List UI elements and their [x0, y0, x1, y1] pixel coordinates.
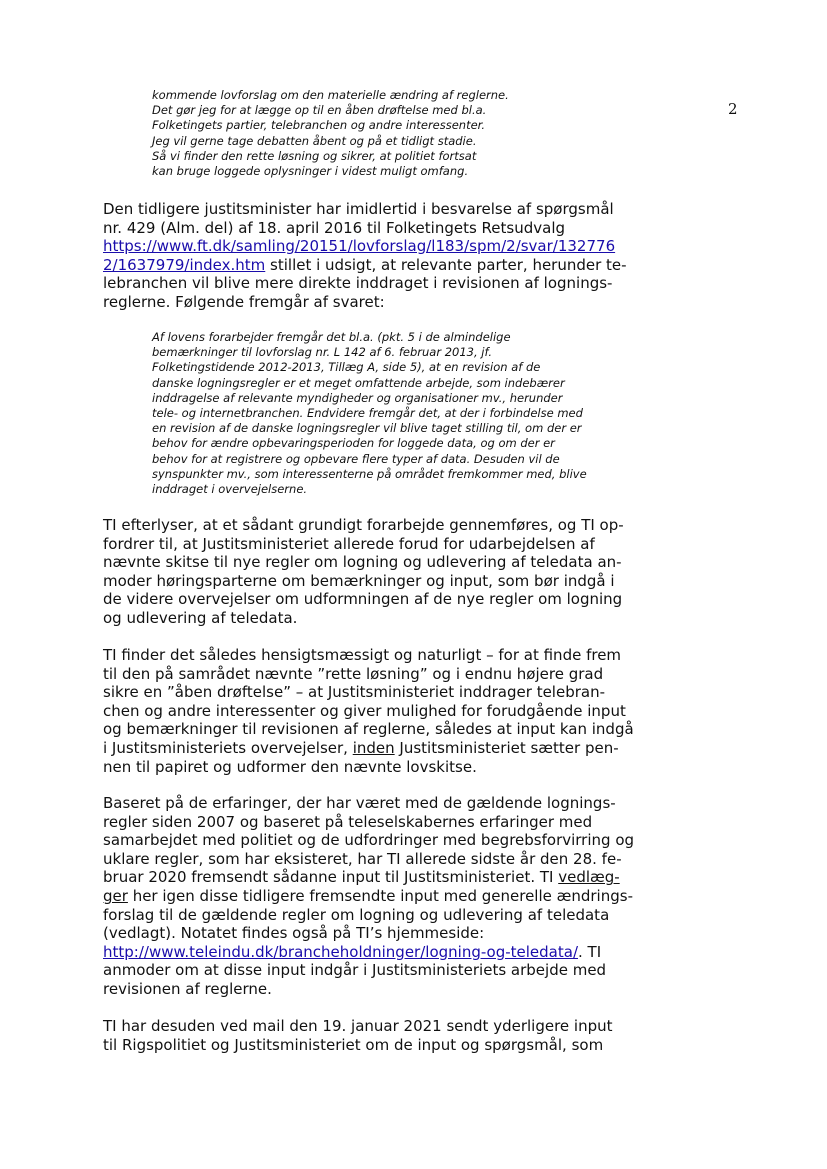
text-line: moder høringsparterne om bemærkninger og input, som bør indgå i: [103, 571, 615, 590]
paragraph-mail: [103, 1017, 663, 1054]
text-line: [103, 943, 663, 962]
text-span: her igen disse tidligere fremsendte input med generelle ændrings-: [127, 886, 633, 905]
quote-line: Det gør jeg for at lægge op til en åben drøftelse med bl.a.: [152, 103, 487, 118]
quote-line: Folketingstidende 2012-2013, Tillæg A, side 5), at en revision af de: [152, 360, 541, 375]
text-line: chen og andre interessenter og giver mulighed for forudgående input: [103, 701, 626, 720]
text-line: [103, 237, 663, 256]
text-line: nen til papiret og udformer den nævnte lovskitse.: [103, 757, 477, 776]
quote-line: Folketingets partier, telebranchen og andre interessenter.: [152, 118, 486, 133]
text-line: og bemærkninger til revisionen af reglerne, således at input kan indgå: [103, 720, 634, 739]
text-line: samarbejdet med politiet og de udfordringer med begrebsforvirring og: [103, 831, 635, 850]
quote-block-answer: [152, 330, 652, 497]
text-line: lebranchen vil blive mere direkte inddraget i revisionen af lognings-: [103, 274, 613, 293]
quote-line: behov for ændre opbevaringsperioden for loggede data, og om der er: [152, 436, 555, 451]
text-line: [103, 868, 663, 887]
text-line: uklare regler, som har eksisteret, har TI allerede sidste år den 28. fe-: [103, 849, 622, 868]
quote-line: behov for at registrere og opbevare flere typer af data. Desuden vil de: [152, 451, 560, 466]
text-line: (vedlagt). Notatet findes også på TI’s hjemmeside:: [103, 924, 485, 943]
text-span: bruar 2020 fremsendt sådanne input til Justitsministeriet. TI: [103, 868, 559, 887]
text-line: til den på samrådet nævnte ”rette løsning” og i endnu højere grad: [103, 664, 604, 683]
quote-line: synspunkter mv., som interessenterne på området fremkommer med, blive: [152, 466, 587, 481]
quote-line: danske logningsregler er et meget omfattende arbejde, som indebærer: [152, 375, 565, 390]
text-line: nr. 429 (Alm. del) af 18. april 2016 til Folketingets Retsudvalg: [103, 218, 566, 237]
text-line: TI efterlyser, at et sådant grundigt forarbejde gennemføres, og TI op-: [103, 516, 624, 534]
text-line: TI har desuden ved mail den 19. januar 2021 sendt yderligere input: [103, 1017, 613, 1035]
ft-dk-link-cont[interactable]: 2/1637979/index.htm: [103, 255, 266, 274]
text-line: Baseret på de erfaringer, der har været med de gældende lognings-: [103, 794, 616, 812]
text-span: stillet i udsigt, at relevante parter, herunder te-: [265, 255, 627, 274]
ft-dk-link[interactable]: https://www.ft.dk/samling/20151/lovforslag/l183/spm/2/svar/132776: [103, 237, 616, 256]
text-line: [103, 887, 663, 906]
text-line: anmoder om at disse input indgår i Justitsministeriets arbejde med: [103, 961, 607, 980]
text-line: fordrer til, at Justitsministeriet allerede forud for udarbejdelsen af: [103, 534, 595, 553]
quote-line: bemærkninger til lovforslag nr. L 142 af 6. februar 2013, jf.: [152, 345, 492, 360]
text-line: [103, 739, 663, 758]
underlined-word: ger: [103, 886, 128, 905]
quote-line: Af lovens forarbejder fremgår det bl.a. (pkt. 5 i de almindelige: [152, 330, 511, 344]
quote-line: kan bruge loggede oplysninger i videst muligt omfang.: [152, 164, 469, 179]
text-line: og udlevering af teledata.: [103, 608, 298, 627]
paragraph-ti-finds: [103, 646, 663, 776]
quote-block-minister: [152, 88, 592, 179]
text-line: revisionen af reglerne.: [103, 979, 272, 998]
quote-line: inddraget i overvejelserne.: [152, 482, 308, 497]
quote-line: tele- og internetbranchen. Endvidere fremgår det, at der i forbindelse med: [152, 406, 583, 421]
quote-line: kommende lovforslag om den materielle ændring af reglerne.: [152, 88, 509, 102]
page-number: 2: [728, 100, 738, 118]
text-line: Den tidligere justitsminister har imidlertid i besvarelse af spørgsmål: [103, 200, 614, 218]
paragraph-previous-minister: [103, 200, 663, 312]
paragraph-experience: [103, 794, 663, 999]
underlined-word: inden: [352, 738, 395, 757]
text-line: de videre overvejelser om udformningen af de nye regler om logning: [103, 590, 623, 609]
text-span: . TI: [578, 942, 602, 961]
quote-line: en revision af de danske logningsregler vil blive taget stilling til, om der er: [152, 421, 582, 436]
text-line: forslag til de gældende regler om logning og udlevering af teledata: [103, 905, 610, 924]
text-line: [103, 256, 663, 275]
text-line: sikre en ”åben drøftelse” – at Justitsministeriet inddrager telebran-: [103, 683, 605, 702]
paragraph-ti-requests: [103, 516, 663, 628]
text-line: reglerne. Følgende fremgår af svaret:: [103, 292, 385, 311]
text-line: nævnte skitse til nye regler om logning og udlevering af teledata an-: [103, 553, 622, 572]
text-line: til Rigspolitiet og Justitsministeriet om de input og spørgsmål, som: [103, 1035, 604, 1054]
text-line: regler siden 2007 og baseret på teleselskabernes erfaringer med: [103, 812, 593, 831]
quote-line: inddragelse af relevante myndigheder og organisationer mv., herunder: [152, 390, 563, 405]
text-span: i Justitsministeriets overvejelser,: [103, 738, 353, 757]
quote-line: Jeg vil gerne tage debatten åbent og på et tidligt stadie.: [152, 133, 477, 148]
text-span: Justitsministeriet sætter pen-: [394, 738, 619, 757]
quote-line: Så vi finder den rette løsning og sikrer, at politiet fortsat: [152, 148, 477, 163]
underlined-word: vedlæg-: [558, 868, 620, 887]
text-line: TI finder det således hensigtsmæssigt og naturligt – for at finde frem: [103, 646, 622, 664]
teleindu-link[interactable]: http://www.teleindu.dk/brancheholdninger/logning-og-teledata/: [103, 942, 578, 961]
